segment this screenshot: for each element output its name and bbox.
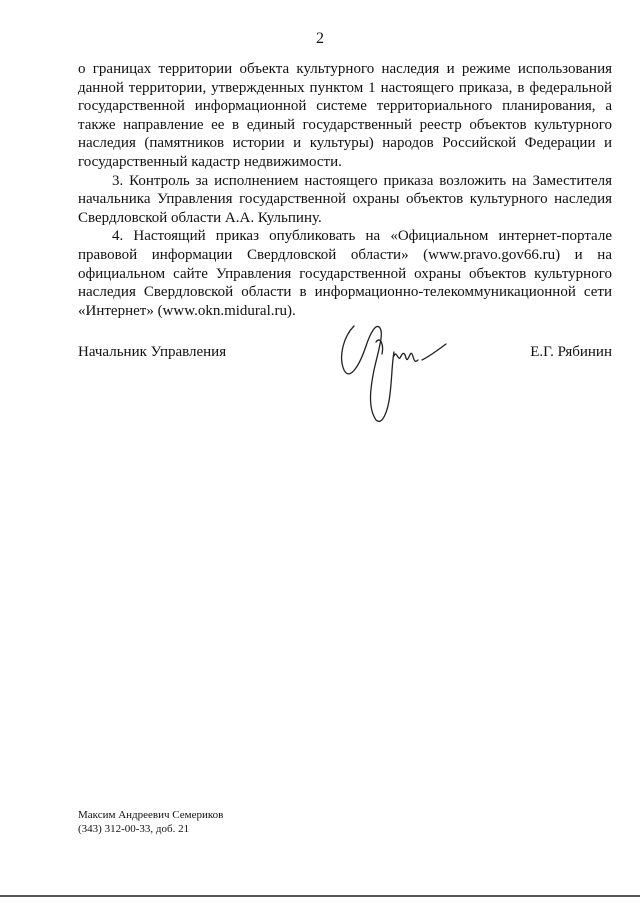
bottom-divider [0,895,640,897]
contact-name: Максим Андреевич Семериков [78,809,224,821]
page-number: 2 [316,30,324,47]
handwritten-signature [330,308,450,428]
paragraph-item-4: 4. Настоящий приказ опубликовать на «Официальном интернет-портале правовой информации Свердловской области» (www.pravo.gov66.ru) и на официальном сайте Управления государственной охраны объектов культурного наследия Свердловской области в информационно-телекоммуникационной сети «Интернет» (www.okn.midural.ru). [78,228,612,319]
paragraph-continuation: о границах территории объекта культурного наследия и режиме использования данной территории, утвержденных пунктом 1 настоящего приказа, в федеральной государственной информационной системе территориального планирования, а также направление ее в единый государственный реестр объектов культурного наследия (памятников истории и культуры) народов Российской Федерации и государственный кадастр недвижимости. [78,61,612,170]
document-body [78,60,612,320]
contact-phone: (343) 312-00-33, доб. 21 [78,823,190,835]
signatory-title: Начальник Управления [78,344,227,360]
signatory-name: Е.Г. Рябинин [530,344,612,360]
paragraph-item-3: 3. Контроль за исполнением настоящего приказа возложить на Заместителя начальника Управления государственной охраны объектов культурного наследия Свердловской области А.А. Кульпину. [78,172,612,226]
contact-info [78,808,223,836]
